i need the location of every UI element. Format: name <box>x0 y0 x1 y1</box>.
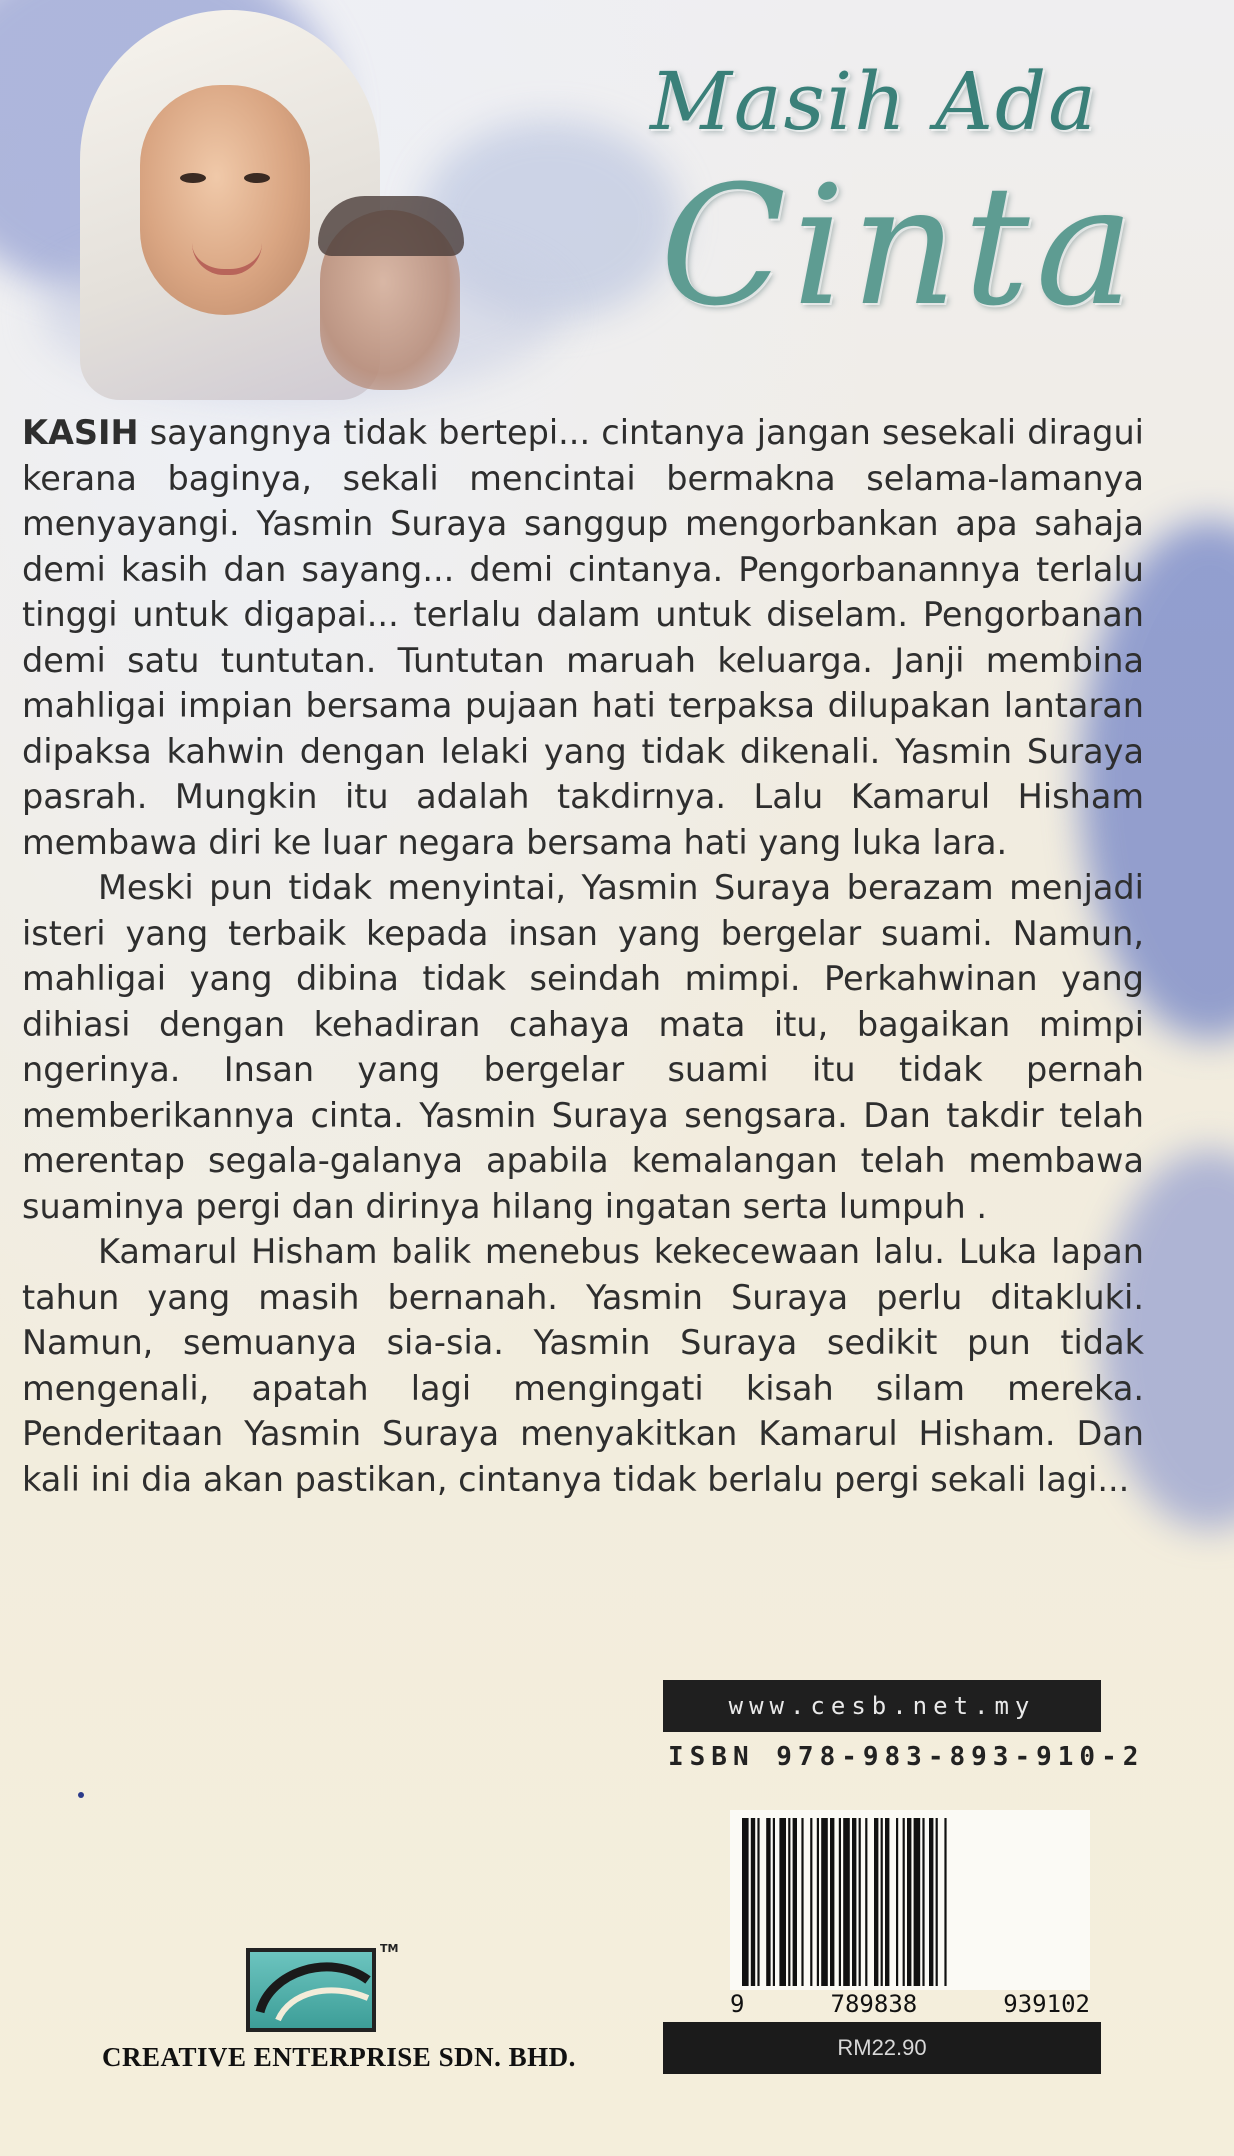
barcode-digits: 9 789838 939102 <box>730 1990 1090 2018</box>
synopsis-text: sayangnya tidak bertepi... cintanya jangan sesekali diragui kerana baginya, sekali mencintai bermakna selama-lamanya menyayangi. Yasmin Suraya sanggup mengorbankan apa sahaja demi kasih dan sayang... demi cintanya. Pengorbanannya terlalu tinggi untuk digapai... terlalu dalam untuk diselam. Pengorbanan demi satu tuntutan. Tuntutan maruah keluarga. Janji membina mahligai impian bersama pujaan hati terpaksa dilupakan lantaran dipaksa kahwin dengan lelaki yang tidak dikenali. Yasmin Suraya pasrah. Mungkin itu adalah takdirnya. Lalu Kamarul Hisham membawa diri ke luar negara bersama hati yang luka lara. <box>22 413 1144 862</box>
barcode-icon <box>730 1810 1090 1990</box>
woman-portrait <box>140 85 310 315</box>
trademark-mark: TM <box>380 1942 399 1955</box>
synopsis <box>22 410 1144 1502</box>
synopsis-paragraph: Kamarul Hisham balik menebus kekecewaan lalu. Luka lapan tahun yang masih bernanah. Yasmin Suraya perlu ditakluki. Namun, semuanya sia-sia. Yasmin Suraya sedikit pun tidak mengenali, apatah lagi mengingati kisah silam mereka. Penderitaan Yasmin Suraya menyakitkan Kamarul Hisham. Dan kali ini dia akan pastikan, cintanya tidak berlalu pergi sekali lagi... <box>22 1232 1144 1499</box>
book-title <box>630 55 1190 355</box>
lead-word: KASIH <box>22 413 139 452</box>
synopsis-paragraph: Meski pun tidak menyintai, Yasmin Suraya berazam menjadi isteri yang terbaik kepada insan yang bergelar suami. Namun, mahligai yang dibina tidak seindah mimpi. Perkahwinan yang dihiasi dengan kehadiran cahaya mata itu, bagaikan mimpi ngerinya. Insan yang bergelar suami itu tidak pernah memberikannya cinta. Yasmin Suraya sengsara. Dan takdir telah merentap segala-galanya apabila kemalangan telah membawa suaminya pergi dan dirinya hilang ingatan serta lumpuh . <box>22 868 1144 1226</box>
title-line-1: Masih Ada <box>650 55 1098 148</box>
publisher-name: CREATIVE ENTERPRISE SDN. BHD. <box>102 2042 576 2072</box>
website-bar: www.cesb.net.my <box>663 1680 1101 1732</box>
title-line-2: Cinta <box>660 150 1140 342</box>
synopsis-paragraph <box>22 410 1144 865</box>
cover-illustration <box>0 0 640 390</box>
publisher-logo-icon <box>246 1948 376 2032</box>
price-label: RM22.90 <box>663 2022 1101 2074</box>
ink-speck <box>78 1792 84 1798</box>
isbn-number: ISBN 978-983-893-910-2 <box>668 1742 1145 1772</box>
barcode <box>730 1810 1090 1990</box>
